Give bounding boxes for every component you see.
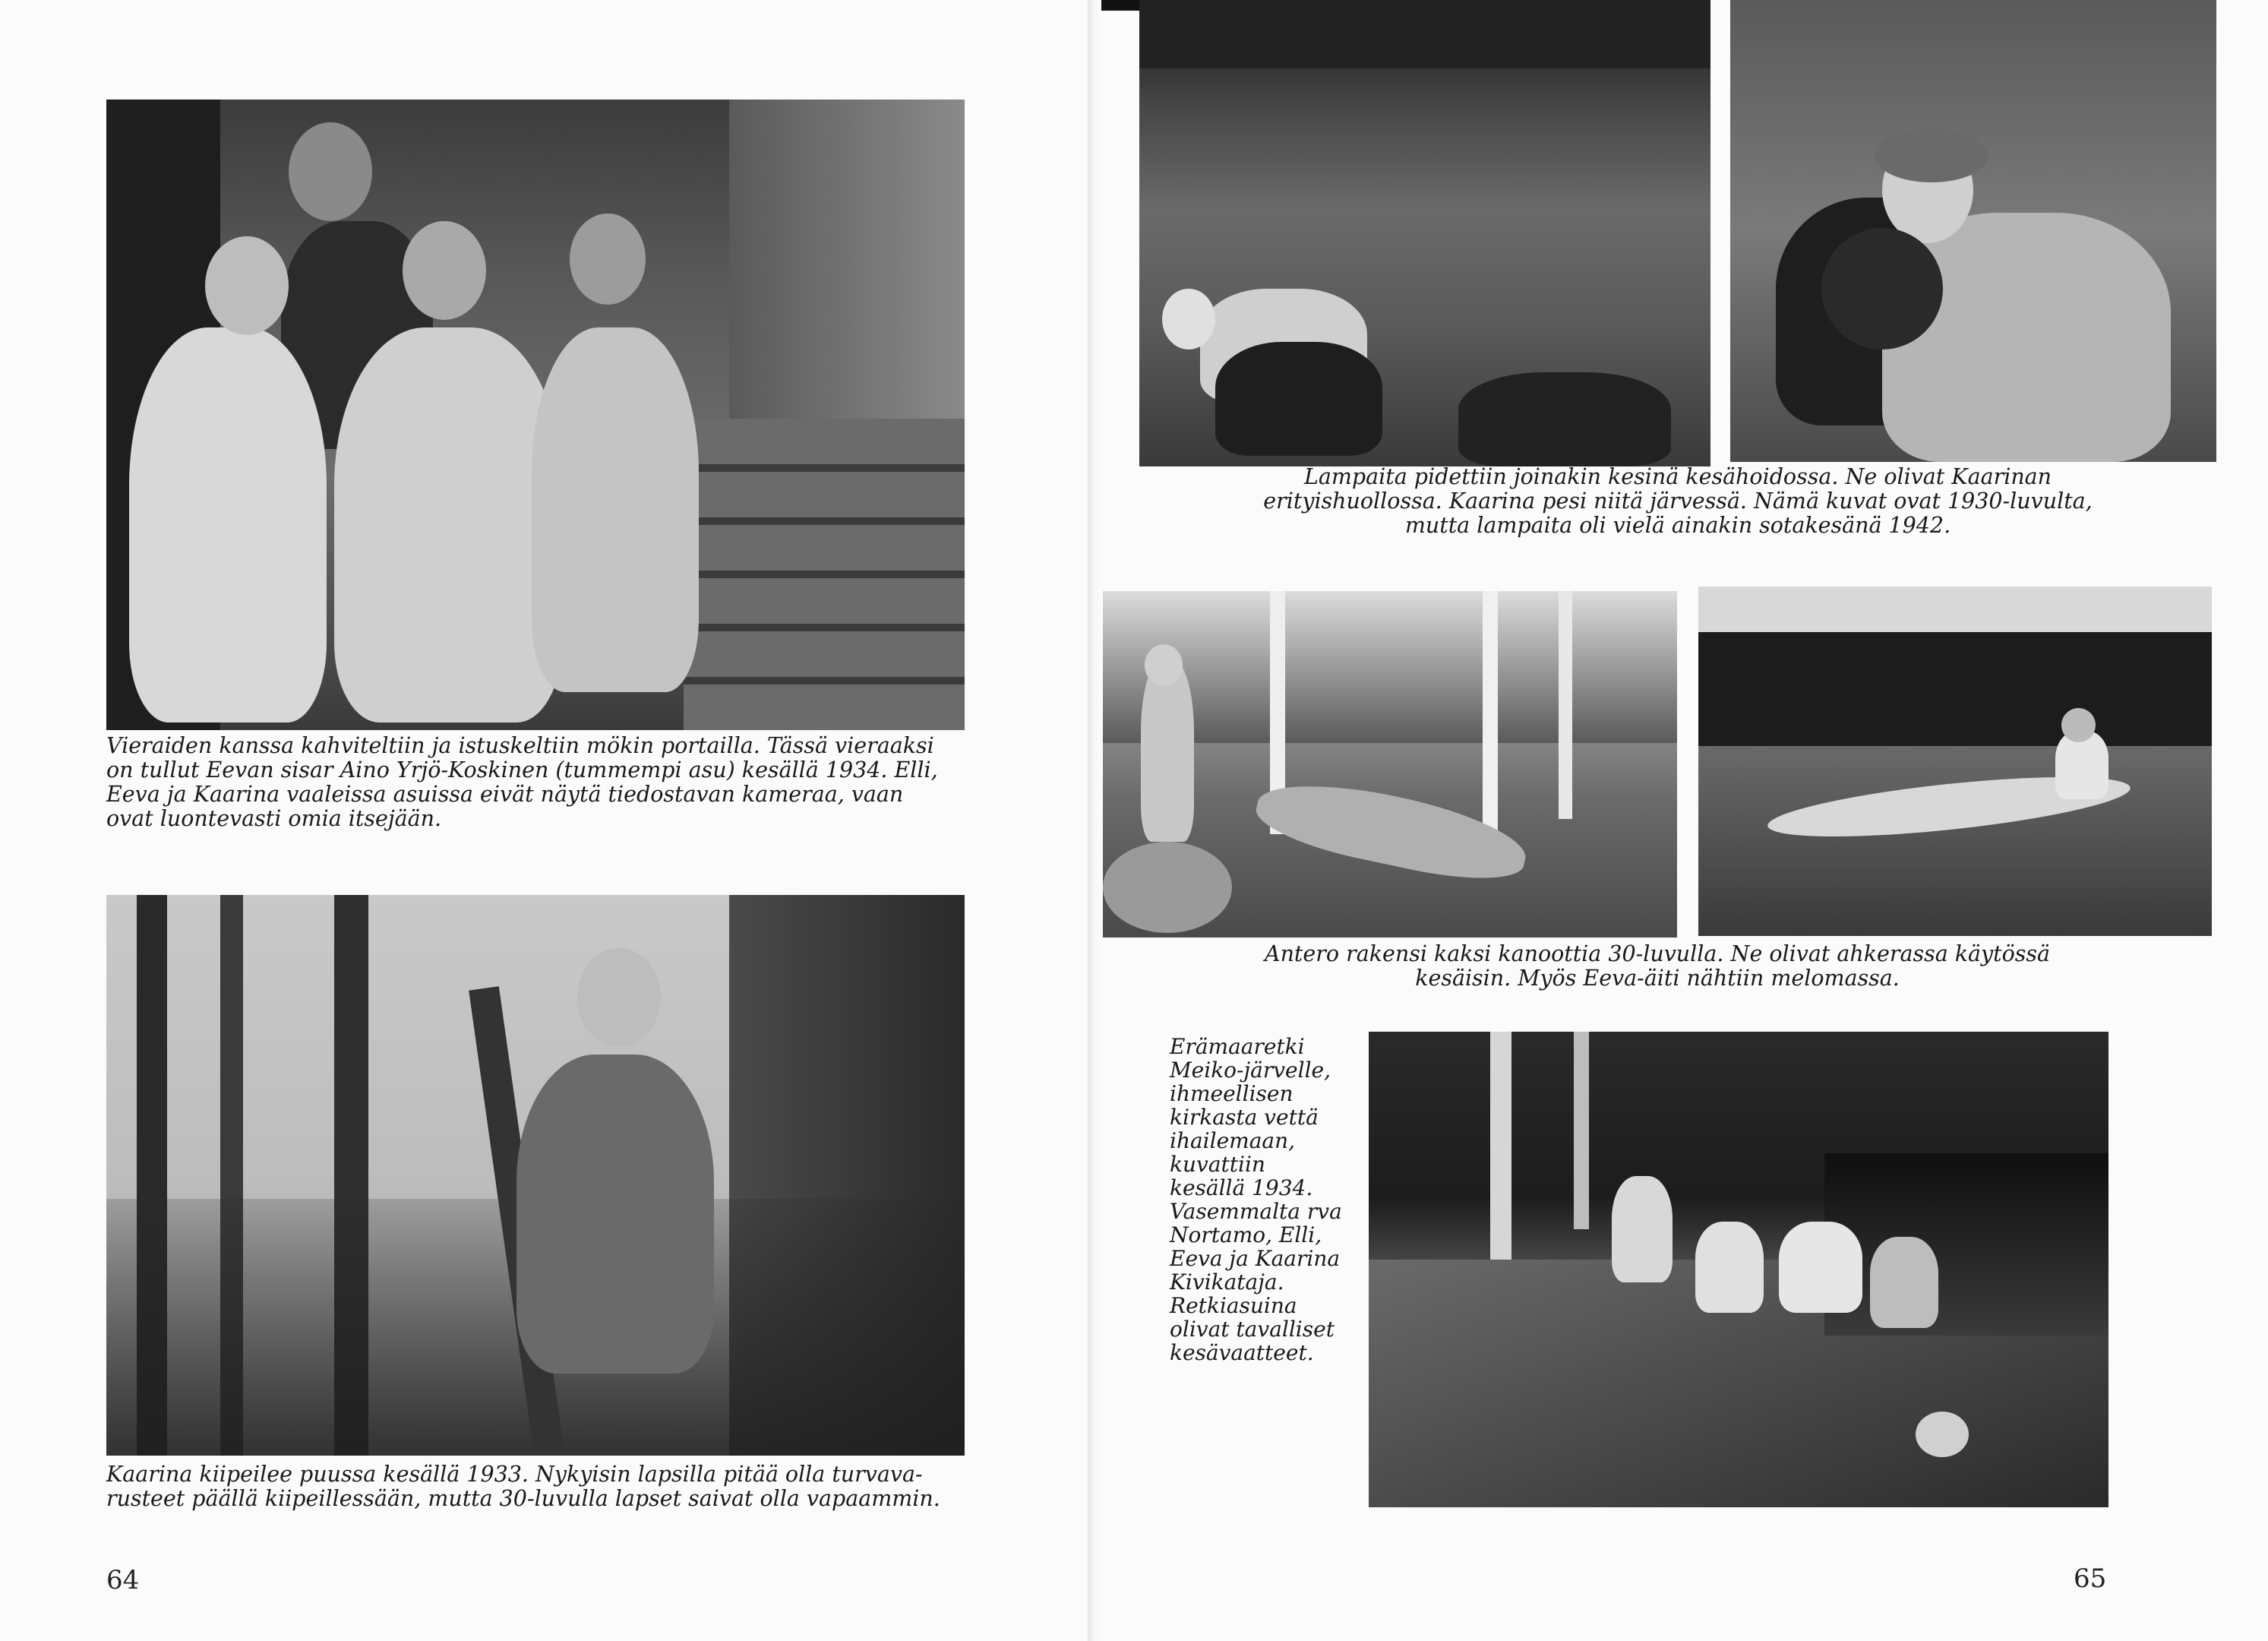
caption-porch-line-4: ovat luontevasti omia itsejään. [106, 806, 442, 831]
caption-trip-line-5: ihailemaan, [1170, 1128, 1296, 1153]
book-gutter [1088, 0, 1104, 1641]
caption-porch [106, 734, 965, 831]
caption-trip-line-11: Kivikataja. [1170, 1269, 1284, 1295]
caption-sheep-line-3: mutta lampaita oli vielä ainakin sotakesänä 1942. [1404, 513, 1951, 538]
caption-trip-line-6: kuvattiin [1170, 1152, 1265, 1177]
caption-trip-line-13: olivat tavalliset [1170, 1317, 1335, 1342]
caption-trip-line-2: Meiko-järvelle, [1170, 1058, 1331, 1083]
photo-girl-in-tree [106, 895, 965, 1456]
photo-girl-with-lamb [1730, 0, 2216, 462]
caption-trip-line-7: kesällä 1934. [1170, 1175, 1313, 1200]
caption-trip-line-3: ihmeellisen [1170, 1081, 1294, 1106]
photo-sheep-washing [1139, 0, 1710, 466]
caption-porch-line-3: Eeva ja Kaarina vaaleissa asuissa eivät näytä tiedostavan kameraa, vaan [106, 782, 904, 807]
photo-canoe-on-lake [1698, 587, 2212, 936]
caption-canoe-line-2: kesäisin. Myös Eeva-äiti nähtiin melomassa. [1415, 966, 1900, 991]
page-number-right: 65 [2074, 1564, 2107, 1594]
caption-porch-line-2: on tullut Eevan sisar Aino Yrjö-Koskinen (tummempi asu) kesällä 1934. Elli, [106, 757, 938, 783]
caption-trip-line-9: Nortamo, Elli, [1170, 1222, 1322, 1247]
caption-trip-line-12: Retkiasuina [1170, 1293, 1297, 1318]
caption-porch-line-1: Vieraiden kanssa kahviteltiin ja istuskeltiin mökin portailla. Tässä vieraaksi [106, 733, 934, 758]
caption-wilderness-trip [1170, 1035, 1367, 1364]
caption-sheep-line-2: erityishuollossa. Kaarina pesi niitä järvessä. Nämä kuvat ovat 1930-luvulta, [1263, 489, 2093, 514]
caption-sheep [1139, 465, 2216, 538]
caption-tree-line-1: Kaarina kiipeilee puussa kesällä 1933. Nykyisin lapsilla pitää olla turvava- [106, 1462, 923, 1487]
caption-canoe-line-1: Antero rakensi kaksi kanoottia 30-luvulla. Ne olivat ahkerassa käytössä [1265, 941, 2050, 966]
photo-porch-family [106, 100, 965, 730]
caption-trip-line-4: kirkasta vettä [1170, 1105, 1319, 1130]
caption-trip-line-1: Erämaaretki [1170, 1034, 1305, 1059]
caption-tree-line-2: rusteet päällä kiipeillessään, mutta 30-luvulla lapset saivat olla vapaammin. [106, 1486, 940, 1511]
caption-trip-line-8: Vasemmalta rva [1170, 1199, 1342, 1224]
caption-sheep-line-1: Lampaita pidettiin joinakin kesinä kesähoidossa. Ne olivat Kaarinan [1303, 464, 2052, 489]
caption-trip-line-14: kesävaatteet. [1170, 1340, 1314, 1365]
page-number-left: 64 [106, 1565, 140, 1595]
caption-trip-line-10: Eeva ja Kaarina [1170, 1246, 1341, 1271]
caption-tree [106, 1462, 965, 1511]
caption-canoe [1103, 942, 2212, 991]
photo-canoe-frames [1103, 591, 1677, 937]
photo-lake-shore-rocks [1369, 1032, 2108, 1507]
